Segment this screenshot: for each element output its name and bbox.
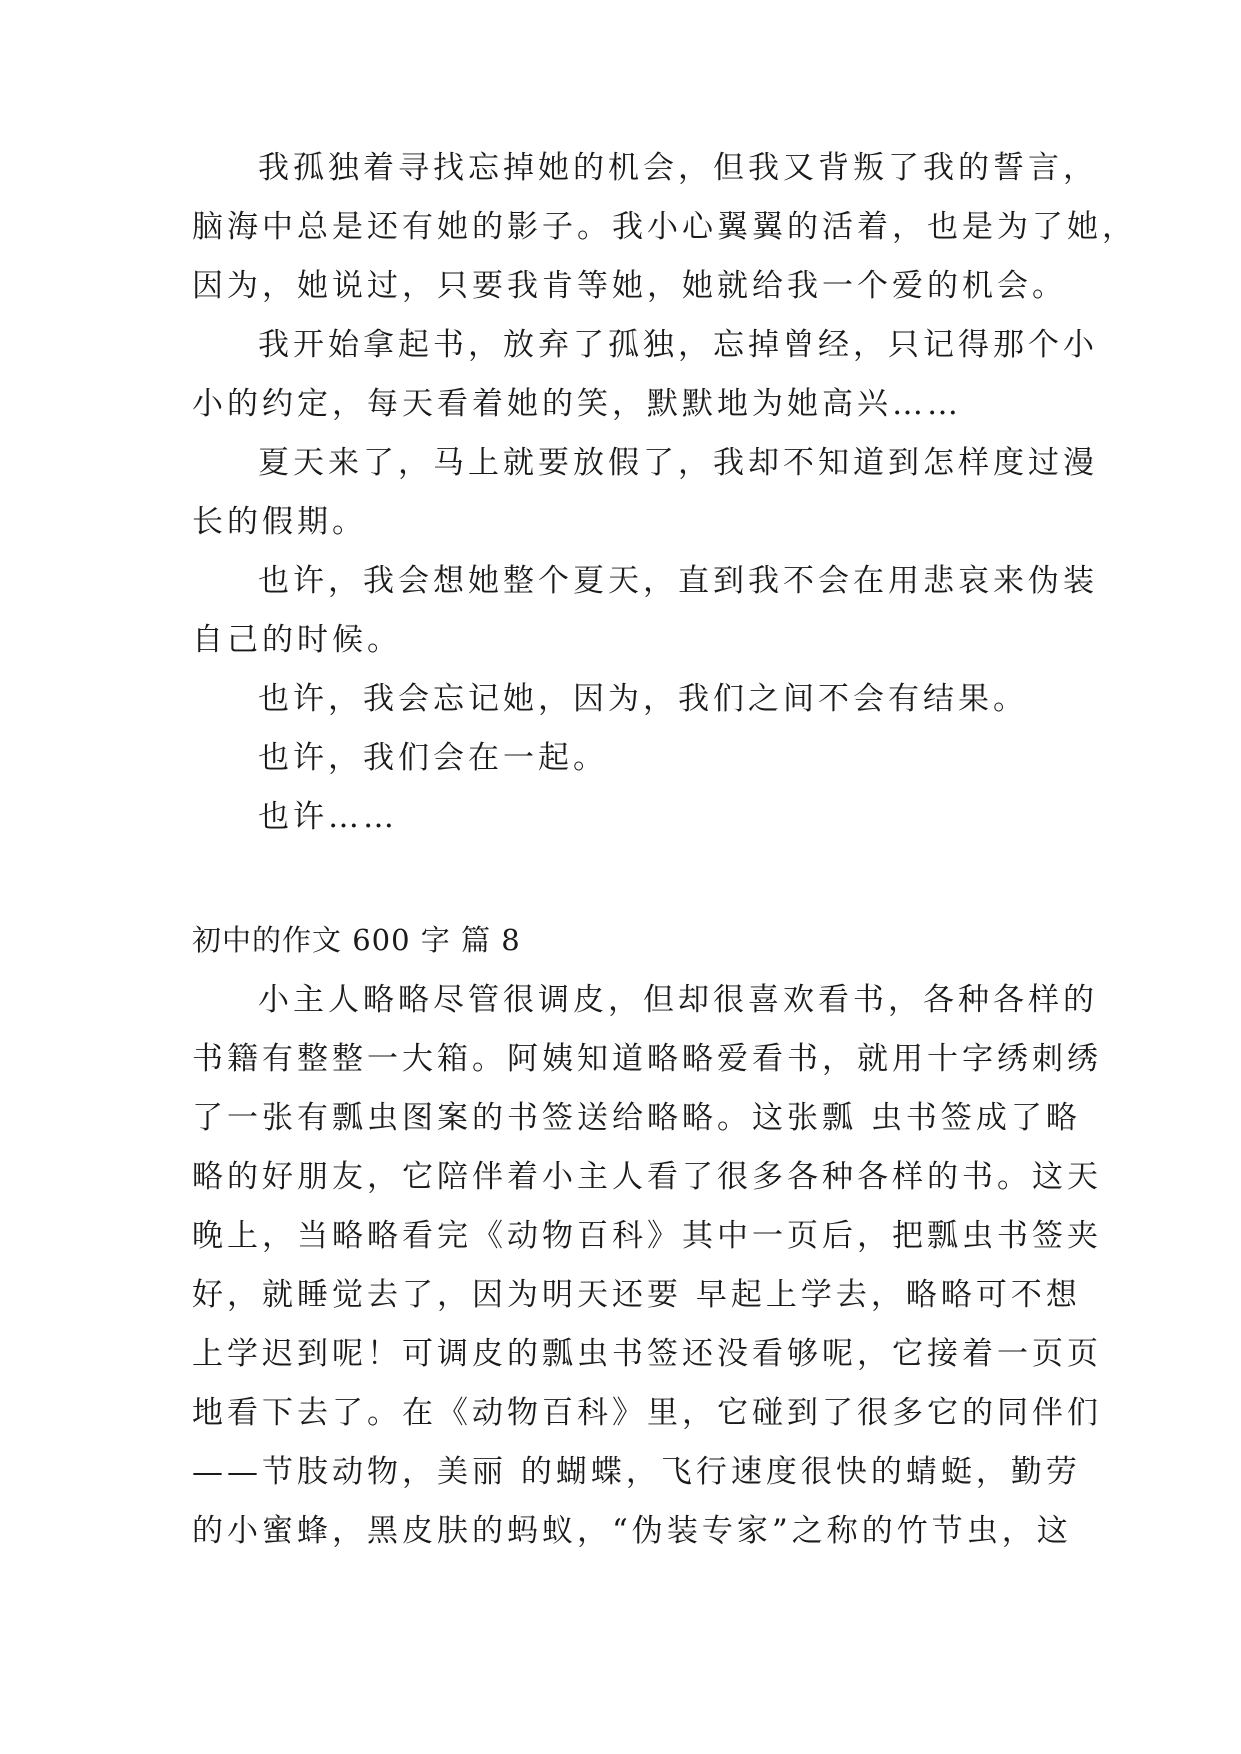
paragraph-line: 晚上，当略略看完《动物百科》其中一页后，把瓢虫书签夹 [192, 1218, 1102, 1254]
paragraph-line: 因为，她说过，只要我肯等她，她就给我一个爱的机会。 [192, 268, 1067, 304]
paragraph-line: 长的假期。 [192, 504, 367, 540]
paragraph-line: 了一张有瓢虫图案的书签送给略略。这张瓢 虫书签成了略 [192, 1100, 1081, 1136]
paragraph-line: 地看下去了。在《动物百科》里，它碰到了很多它的同伴们 [192, 1395, 1102, 1431]
paragraph-line: 也许…… [258, 799, 398, 835]
paragraph-line: 我开始拿起书，放弃了孤独，忘掉曾经，只记得那个小 [258, 327, 1098, 363]
paragraph-line: 我孤独着寻找忘掉她的机会，但我又背叛了我的誓言， [258, 150, 1098, 186]
paragraph-line: 的小蜜蜂，黑皮肤的蚂蚁，“伪装专家”之称的竹节虫，这 [192, 1513, 1072, 1549]
paragraph-line: 脑海中总是还有她的影子。我小心翼翼的活着，也是为了她， [192, 209, 1137, 245]
paragraph-line: 也许，我会想她整个夏天，直到我不会在用悲哀来伪装 [258, 563, 1098, 599]
paragraph-line: 小主人略略尽管很调皮，但却很喜欢看书，各种各样的 [258, 982, 1098, 1018]
paragraph-line: 也许，我们会在一起。 [258, 740, 608, 776]
paragraph-line: 自己的时候。 [192, 622, 402, 658]
paragraph-line: 书籍有整整一大箱。阿姨知道略略爱看书，就用十字绣刺绣 [192, 1041, 1102, 1077]
paragraph-line: 夏天来了，马上就要放假了，我却不知道到怎样度过漫 [258, 445, 1098, 481]
section-heading: 初中的作文 600 字 篇 8 [192, 923, 521, 957]
paragraph-line: 也许，我会忘记她，因为，我们之间不会有结果。 [258, 681, 1028, 717]
paragraph-line: 小的约定，每天看着她的笑，默默地为她高兴…… [192, 386, 962, 422]
paragraph-line: 略的好朋友，它陪伴着小主人看了很多各种各样的书。这天 [192, 1159, 1102, 1195]
paragraph-line: ——节肢动物，美丽 的蝴蝶，飞行速度很快的蜻蜓，勤劳 [192, 1454, 1081, 1490]
paragraph-line: 好，就睡觉去了，因为明天还要 早起上学去，略略可不想 [192, 1277, 1081, 1313]
paragraph-line: 上学迟到呢！可调皮的瓢虫书签还没看够呢，它接着一页页 [192, 1336, 1102, 1372]
